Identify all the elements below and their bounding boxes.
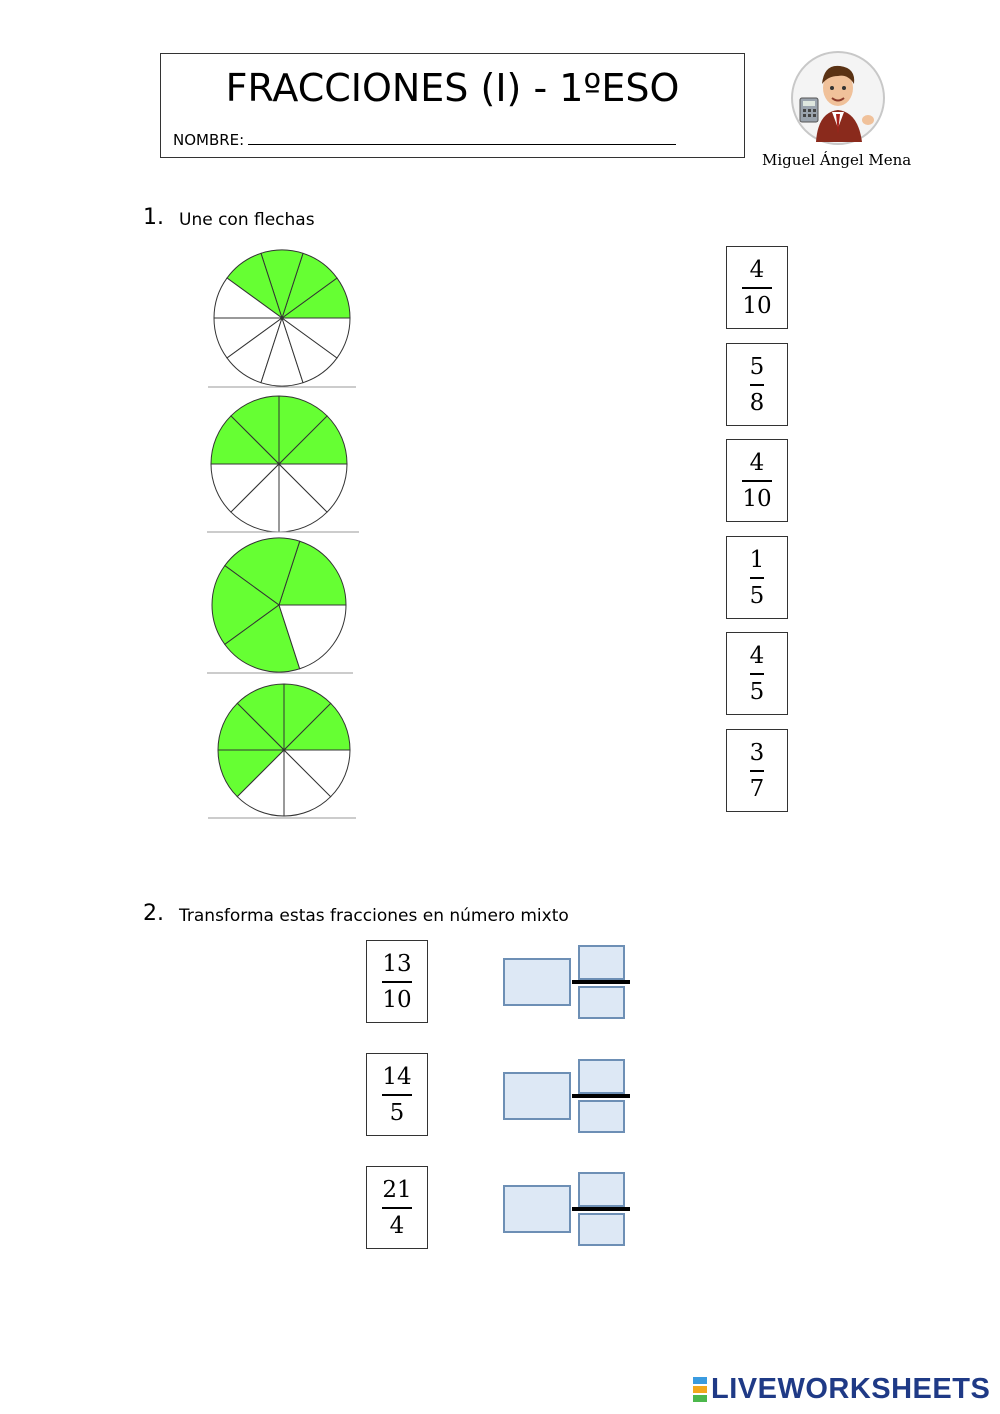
numerator-input[interactable]: [578, 1172, 625, 1207]
numerator: 4: [749, 642, 765, 669]
fraction-bar: [750, 384, 764, 386]
whole-number-input[interactable]: [503, 1072, 571, 1120]
denominator: 7: [749, 775, 765, 802]
fraction-bar: [572, 1207, 630, 1211]
fraction-bar: [572, 980, 630, 984]
whole-number-input[interactable]: [503, 958, 571, 1006]
name-label: NOMBRE:: [173, 131, 245, 149]
author-avatar: [790, 50, 886, 146]
name-line: [248, 130, 676, 145]
question-2-number: 2.: [143, 901, 164, 926]
denominator: 10: [742, 485, 772, 512]
numerator: 4: [749, 449, 765, 476]
logo-icon: [693, 1377, 707, 1402]
fraction-bar: [750, 770, 764, 772]
worksheet-title: FRACCIONES (I) - 1ºESO: [225, 66, 680, 110]
fraction-bar: [750, 577, 764, 579]
author-name: Miguel Ángel Mena: [762, 151, 912, 169]
question-1-text: Une con flechas: [179, 210, 315, 230]
improper-fraction: [366, 1053, 428, 1136]
fraction-bar: [750, 673, 764, 675]
numerator: 4: [749, 256, 765, 283]
fraction-bar: [742, 287, 772, 289]
pie-chart[interactable]: [205, 536, 355, 676]
fraction-option[interactable]: [726, 246, 788, 329]
fraction-option[interactable]: [726, 632, 788, 715]
denominator: 5: [749, 582, 765, 609]
denominator-input[interactable]: [578, 1100, 625, 1133]
logo-text: LIVEWORKSHEETS: [711, 1372, 991, 1405]
numerator: 14: [382, 1063, 412, 1090]
improper-fraction: [366, 940, 428, 1023]
denominator: 8: [749, 389, 765, 416]
title-box: [160, 53, 745, 158]
fraction-option[interactable]: [726, 729, 788, 812]
numerator: 3: [749, 739, 765, 766]
numerator-input[interactable]: [578, 1059, 625, 1094]
improper-fraction: [366, 1166, 428, 1249]
denominator-input[interactable]: [578, 1213, 625, 1246]
pie-chart[interactable]: [206, 681, 358, 821]
denominator: 5: [389, 1099, 405, 1126]
fraction-option[interactable]: [726, 536, 788, 619]
pie-chart[interactable]: [205, 393, 361, 535]
fraction-bar: [572, 1094, 630, 1098]
numerator-input[interactable]: [578, 945, 625, 980]
fraction-bar: [382, 1207, 412, 1209]
denominator: 10: [382, 986, 412, 1013]
fraction-bar: [382, 981, 412, 983]
denominator: 5: [749, 678, 765, 705]
denominator-input[interactable]: [578, 986, 625, 1019]
fraction-bar: [742, 480, 772, 482]
question-1-number: 1.: [143, 205, 164, 230]
numerator: 13: [382, 950, 412, 977]
numerator: 5: [749, 353, 765, 380]
pie-chart[interactable]: [206, 246, 358, 390]
denominator: 4: [389, 1212, 405, 1239]
whole-number-input[interactable]: [503, 1185, 571, 1233]
liveworksheets-logo: [693, 1374, 990, 1404]
fraction-option[interactable]: [726, 439, 788, 522]
numerator: 1: [749, 546, 765, 573]
question-2-text: Transforma estas fracciones en número mixto: [179, 906, 569, 926]
name-row: [173, 130, 676, 149]
fraction-bar: [382, 1094, 412, 1096]
denominator: 10: [742, 292, 772, 319]
fraction-option[interactable]: [726, 343, 788, 426]
numerator: 21: [382, 1176, 412, 1203]
